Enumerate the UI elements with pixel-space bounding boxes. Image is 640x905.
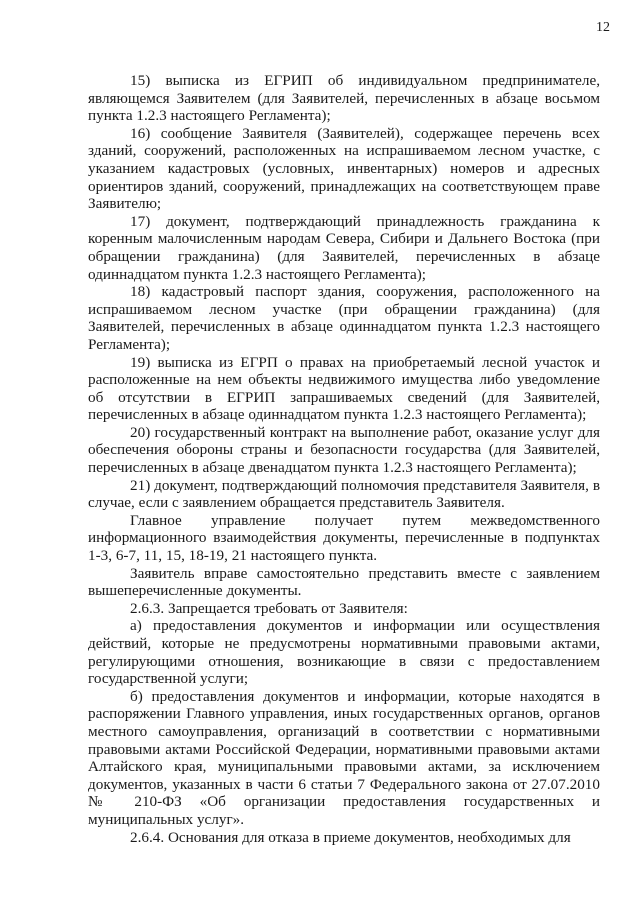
page-number: 12	[596, 20, 610, 35]
list-item-17: 17) документ, подтверждающий принадлежность гражданина к коренным малочисленным народам Севера, Сибири и Дальнего Востока (при обращении гражданина) (для Заявителей, перечисленных в абзаце одиннадцатом пункта 1.2.3 настоящего Регламента);	[88, 212, 600, 283]
list-item-16: 16) сообщение Заявителя (Заявителей), содержащее перечень всех зданий, сооружений, расположенных на испрашиваемом лесном участке, с указанием кадастровых (условных, инвентарных) номеров и адресных ориентиров зданий, сооружений, принадлежащих на соответствующем праве Заявителю;	[88, 124, 600, 213]
document-body	[88, 72, 600, 846]
list-item-15: 15) выписка из ЕГРИП об индивидуальном предпринимателе, являющемся Заявителем (для Заявителей, перечисленных в абзаце восьмом пункта 1.2.3 настоящего Регламента);	[88, 72, 600, 125]
section-2-6-4-paragraph: 2.6.4. Основания для отказа в приеме документов, необходимых для	[130, 828, 571, 846]
list-item-19: 19) выписка из ЕГРП о правах на приобретаемый лесной участок и расположенные на нем объекты недвижимого имущества либо уведомление об отсутствии в ЕГРИП запрашиваемых сведений (для Заявителей, перечисленных в абзаце одиннадцатом пункта 1.2.3 настоящего Регламента);	[88, 353, 600, 424]
interagency-paragraph: Главное управление получает путем межведомственного информационного взаимодействия документы, перечисленные в подпунктах 1-3, 6-7, 11, 15, 18-19, 21 настоящего пункта.	[88, 511, 600, 565]
section-2-6-3-heading: 2.6.3. Запрещается требовать от Заявителя:	[130, 599, 408, 617]
applicant-right-paragraph: Заявитель вправе самостоятельно представить вместе с заявлением вышеперечисленные документы.	[88, 564, 600, 600]
list-item-18: 18) кадастровый паспорт здания, сооружения, расположенного на испрашиваемом лесном участке (при обращении гражданина) (для Заявителей, перечисленных в абзаце одиннадцатом пункта 1.2.3 настоящего Регламента);	[88, 283, 600, 353]
clause-a: а) предоставления документов и информации или осуществления действий, которые не предусмотрены нормативными правовыми актами, регулирующими отношения, возникающие в связи с предоставлением государственной услуги;	[88, 617, 600, 688]
clause-b: б) предоставления документов и информации, которые находятся в распоряжении Главного управления, иных государственных органов, органов местного самоуправления, организаций в соответствии с нормативными правовыми актами Российской Федерации, нормативными правовыми актами Алтайского края, муниципальными правовыми актами, за исключением документов, указанных в части 6 статьи 7 Федерального закона от 27.07.2010 № 210-ФЗ «Об организации предоставления государственных и муниципальных услуг».	[88, 687, 600, 828]
list-item-20: 20) государственный контракт на выполнение работ, оказание услуг для обеспечения обороны страны и безопасности государства (для Заявителей, перечисленных в абзаце двенадцатом пункта 1.2.3 настоящего Регламента);	[88, 423, 600, 477]
list-item-21: 21) документ, подтверждающий полномочия представителя Заявителя, в случае, если с заявлением обращается представитель Заявителя.	[88, 476, 600, 512]
